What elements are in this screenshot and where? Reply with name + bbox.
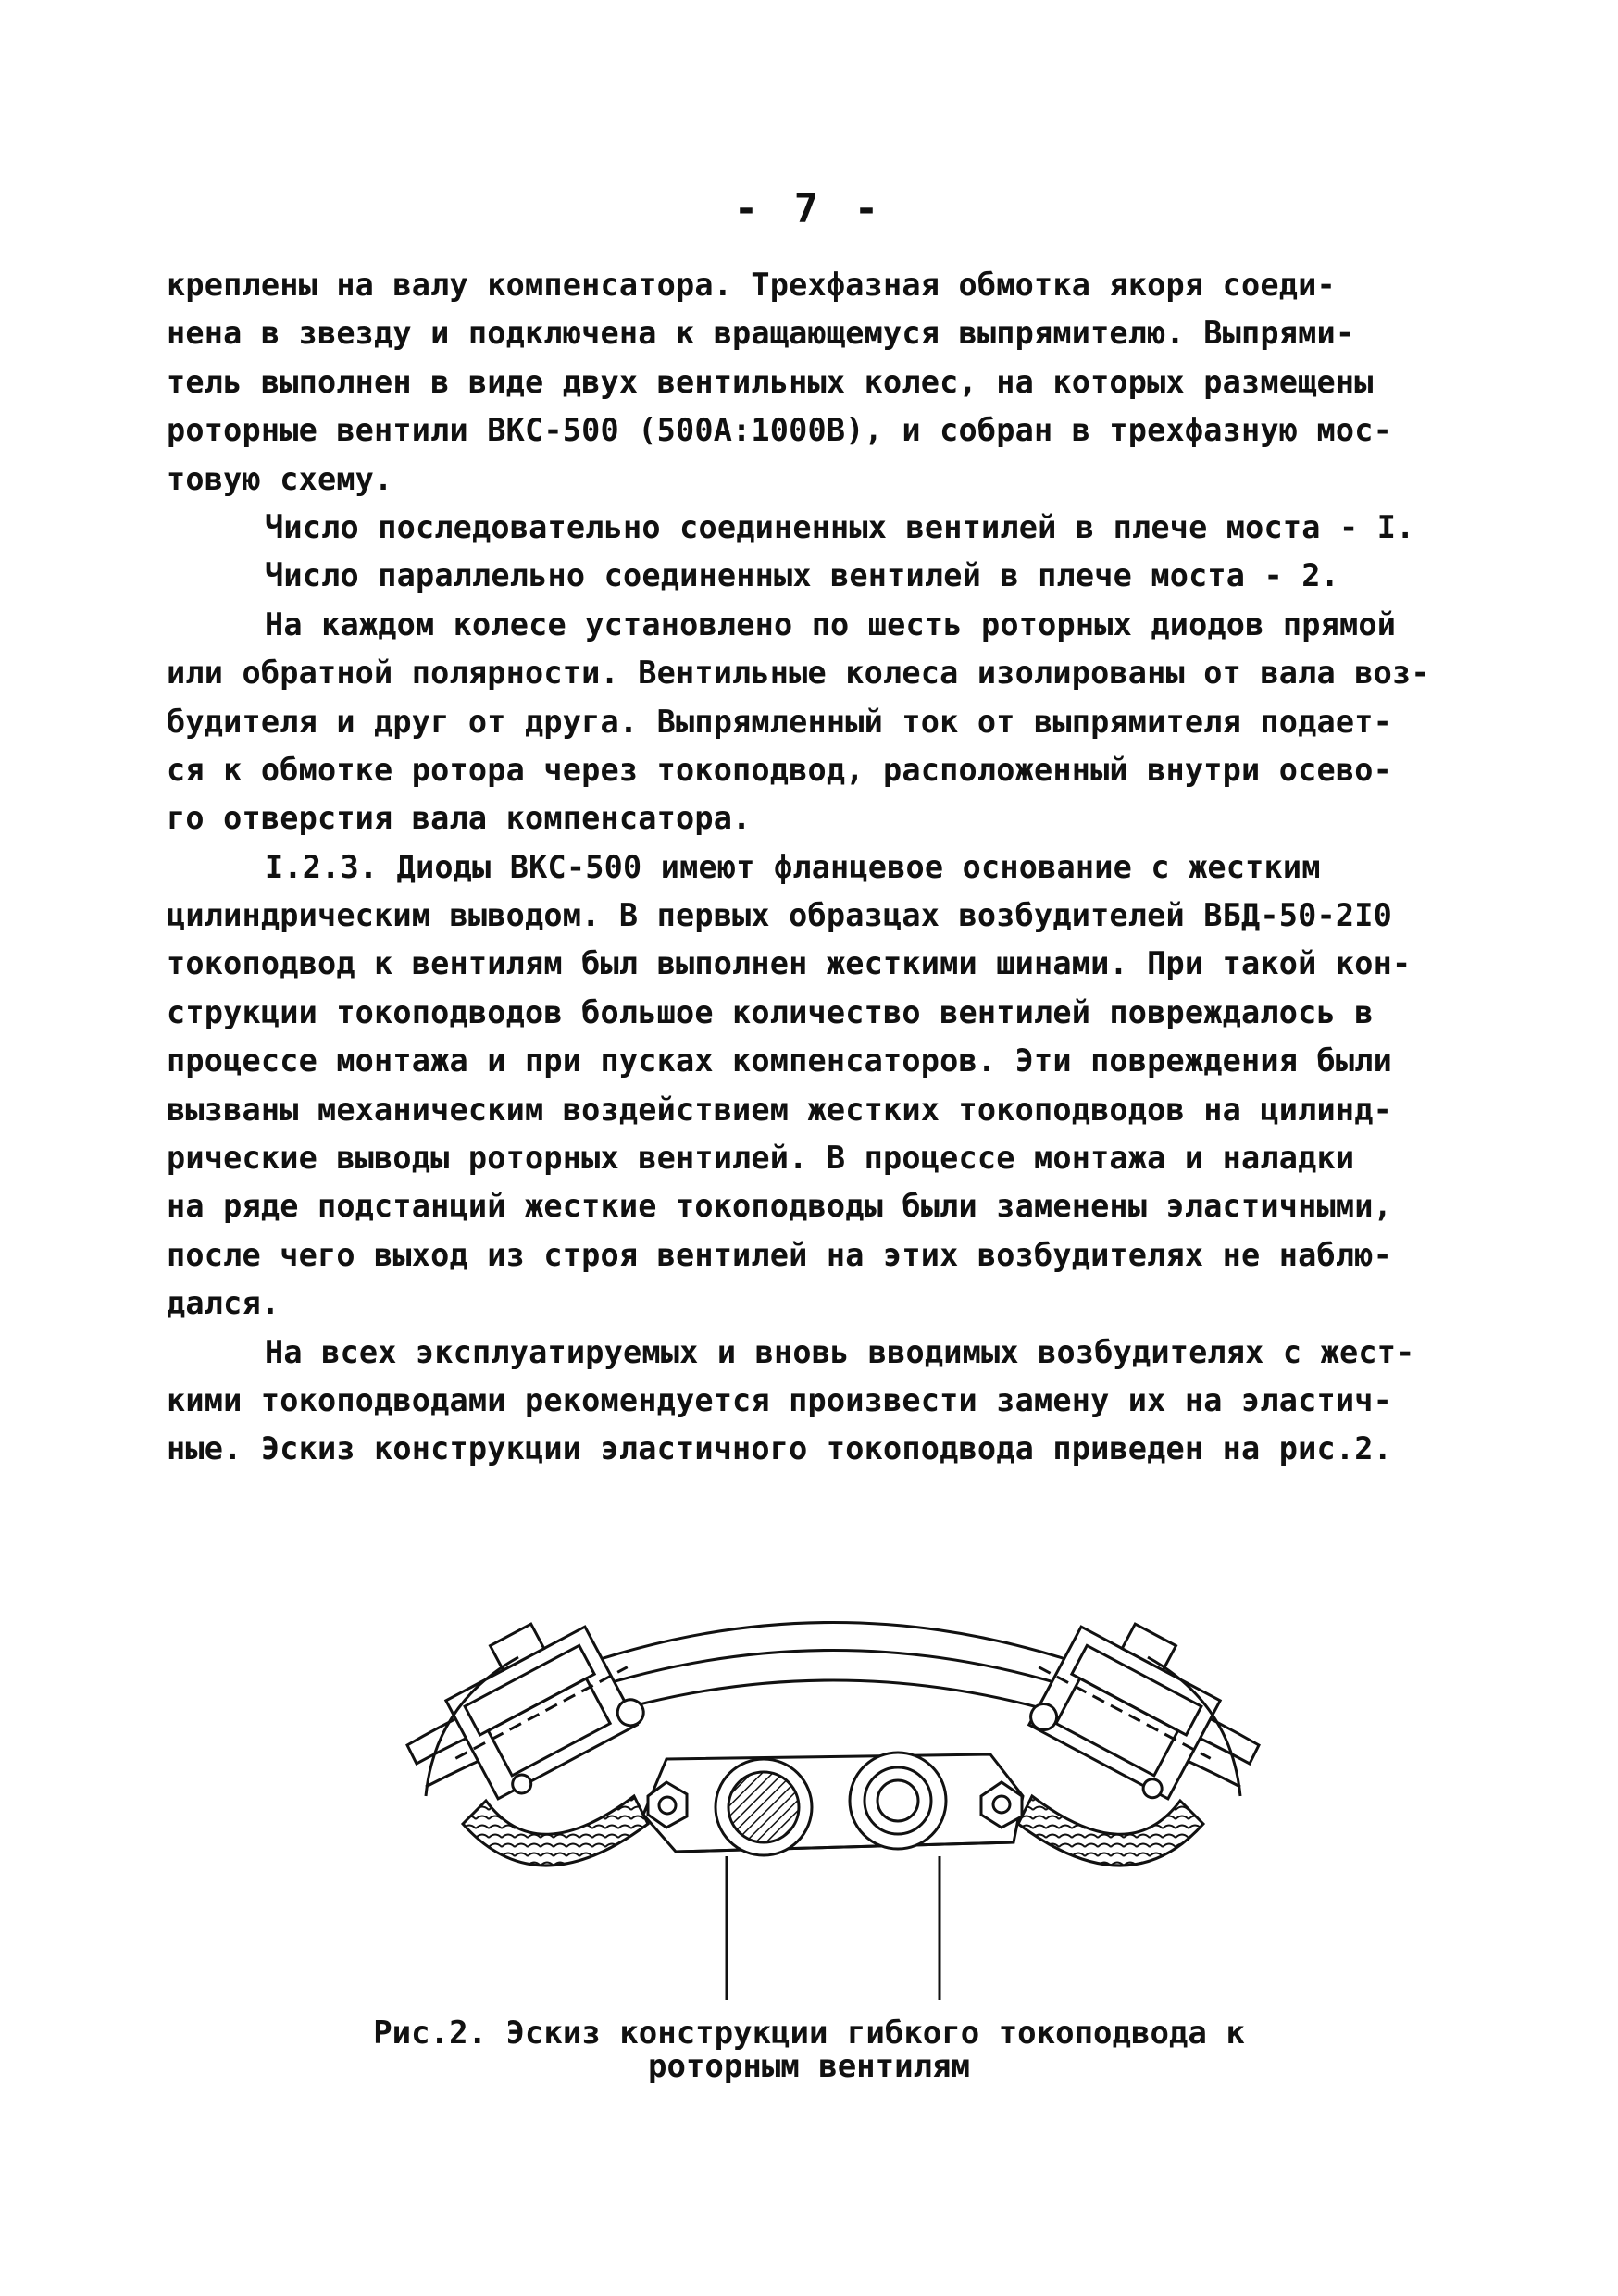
text-line: вызваны механическим воздействием жестких токоподводов на цилинд- bbox=[167, 1091, 1392, 1128]
shaft bbox=[727, 1856, 940, 2000]
caption-line: Рис.2. Эскиз конструкции гибкого токоподвода к bbox=[373, 2015, 1245, 2052]
text-line: или обратной полярности. Вентильные колеса изолированы от вала воз- bbox=[167, 655, 1430, 692]
text-line: тель выполнен в виде двух вентильных колес, на которых размещены bbox=[167, 363, 1374, 400]
text-line: струкции токоподводов большое количество вентилей повреждалось в bbox=[167, 993, 1374, 1030]
flexible-lead-right bbox=[1018, 1796, 1203, 1866]
text-line: нена в звезду и подключена к вращающемуся выпрямителю. Выпрями- bbox=[167, 315, 1355, 352]
flexible-lead-left bbox=[463, 1796, 648, 1866]
text-line: дался. bbox=[167, 1285, 280, 1322]
terminal-left bbox=[716, 1759, 812, 1855]
text-line: будителя и друг от друга. Выпрямленный ток от выпрямителя подает- bbox=[167, 703, 1392, 740]
caption-line: роторным вентилям bbox=[648, 2048, 970, 2085]
text-line: ся к обмотке ротора через токоподвод, расположенный внутри осево- bbox=[167, 751, 1392, 788]
figure-caption bbox=[278, 2016, 1340, 2083]
diode-right bbox=[1009, 1593, 1250, 1814]
text-line: На каждом колесе установлено по шесть роторных диодов прямой bbox=[265, 605, 1397, 643]
text-line: ные. Эскиз конструкции эластичного токоподвода приведен на рис.2. bbox=[167, 1430, 1392, 1467]
flexible-lead-sketch bbox=[398, 1518, 1268, 2000]
text-line: рические выводы роторных вентилей. В процессе монтажа и наладки bbox=[167, 1140, 1355, 1177]
page-number: - 7 - bbox=[733, 185, 885, 232]
text-line: Число параллельно соединенных вентилей в плече моста - 2. bbox=[265, 557, 1340, 594]
text-line: креплены на валу компенсатора. Трехфазная обмотка якоря соеди- bbox=[167, 267, 1336, 303]
text-line: токоподвод к вентилям был выполнен жесткими шинами. При такой кон- bbox=[167, 945, 1412, 982]
text-line: процессе монтажа и при пусках компенсаторов. Эти повреждения были bbox=[167, 1042, 1392, 1079]
text-line: товую схему. bbox=[167, 460, 393, 497]
body-text bbox=[167, 261, 1481, 1474]
text-line: го отверстия вала компенсатора. bbox=[167, 800, 752, 837]
text-line: после чего выход из строя вентилей на этих возбудителях не наблю- bbox=[167, 1236, 1392, 1273]
text-line: Число последовательно соединенных вентилей в плече моста - I. bbox=[265, 508, 1415, 545]
text-line: I.2.3. Диоды ВКС-500 имеют фланцевое основание с жестким bbox=[265, 848, 1321, 885]
busbar-plate bbox=[643, 1754, 1023, 1852]
text-line: на ряде подстанций жесткие токоподводы были заменены эластичными, bbox=[167, 1188, 1392, 1225]
text-line: кими токоподводами рекомендуется произвести замену их на эластич- bbox=[167, 1381, 1392, 1418]
text-line: цилиндрическим выводом. В первых образцах возбудителей ВБД-50-2I0 bbox=[167, 897, 1392, 934]
text-line: роторные вентили ВКС-500 (500А:1000В), и собран в трехфазную мос- bbox=[167, 412, 1392, 449]
diode-left bbox=[417, 1593, 657, 1814]
figure-drawing bbox=[398, 1518, 1268, 2000]
text-line: На всех эксплуатируемых и вновь вводимых возбудителях с жест- bbox=[265, 1333, 1415, 1370]
terminal-right bbox=[850, 1753, 946, 1849]
